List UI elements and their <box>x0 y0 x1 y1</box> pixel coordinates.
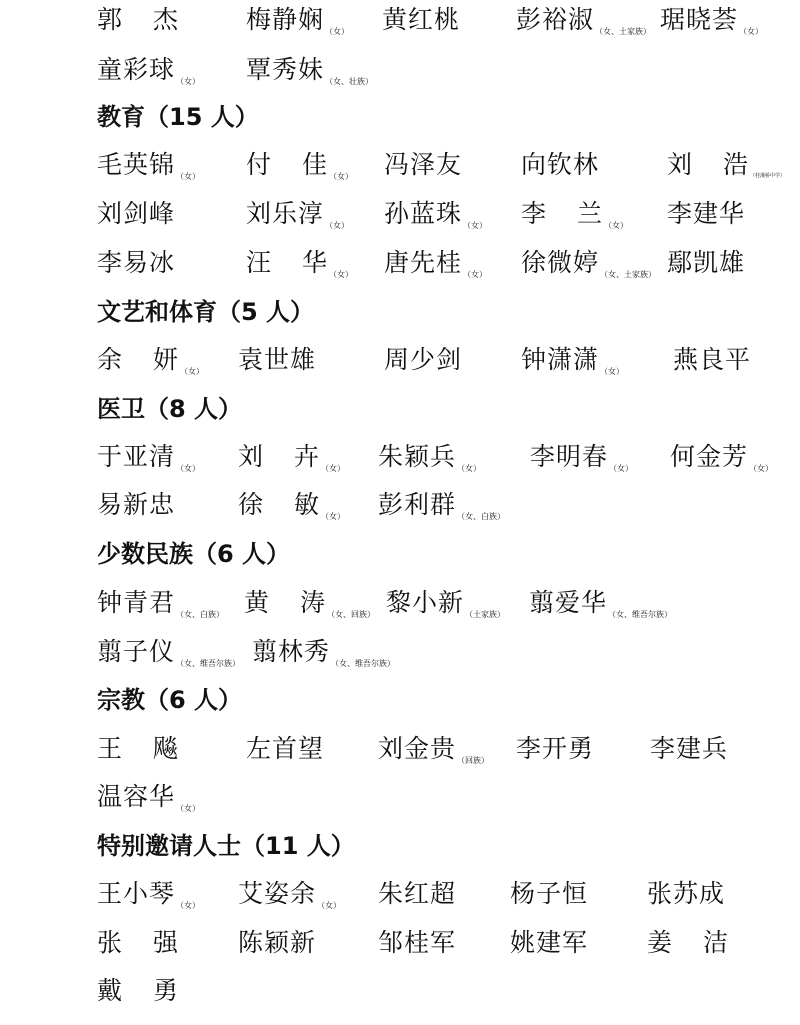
name-text: 覃秀妹 <box>246 55 325 84</box>
name-annotation: （女、土家族） <box>600 270 657 279</box>
section-title: 医卫（8 人） <box>97 395 243 423</box>
name-text: 徐 <box>238 490 265 519</box>
name-text: 张 <box>97 928 124 957</box>
person-name <box>97 442 200 484</box>
section-title: 特别邀请人士（11 人） <box>97 832 355 860</box>
name-text: 敏 <box>294 490 321 519</box>
person-name <box>384 248 487 290</box>
name-annotation: （女、维吾尔族） <box>176 659 241 668</box>
person-name <box>246 248 353 290</box>
name-text: 余 <box>97 345 124 374</box>
name-annotation: （女、土家族） <box>595 27 652 36</box>
name-annotation: （女、白族） <box>176 610 225 619</box>
person-name <box>647 879 725 909</box>
name-annotation: （女） <box>176 901 201 910</box>
name-text: 鄢凯雄 <box>667 248 746 277</box>
name-text: 李建华 <box>667 199 746 228</box>
person-name <box>378 879 456 909</box>
name-text: 李建兵 <box>650 734 729 763</box>
name-text: 杨子恒 <box>510 879 589 908</box>
name-text: 邹桂军 <box>378 928 457 957</box>
person-name <box>660 5 763 47</box>
person-name <box>516 5 651 47</box>
name-text: 毛英锦 <box>97 150 176 179</box>
name-annotation: （女） <box>176 804 201 813</box>
person-name <box>529 588 672 630</box>
name-text: 刘金贵 <box>378 734 457 763</box>
person-name <box>246 199 349 241</box>
name-text: 勇 <box>153 976 180 1005</box>
name-text: 李开勇 <box>516 734 595 763</box>
person-name <box>246 55 373 97</box>
name-text: 孙蓝珠 <box>384 199 463 228</box>
section-title: 教育（15 人） <box>97 103 259 131</box>
person-name <box>650 734 728 764</box>
person-name <box>97 55 200 97</box>
name-text: 刘 <box>238 442 265 471</box>
person-name <box>384 150 462 180</box>
name-text: 张苏成 <box>647 879 726 908</box>
person-name <box>378 928 456 958</box>
name-annotation: （女） <box>600 367 625 376</box>
name-text: 童彩球 <box>97 55 176 84</box>
name-text: 华 <box>302 248 329 277</box>
name-annotation: （女） <box>180 367 205 376</box>
person-name <box>252 637 395 679</box>
name-text: 王 <box>97 734 124 763</box>
name-text: 飚 <box>153 734 180 763</box>
person-name <box>521 199 628 241</box>
name-text: 李明春 <box>530 442 609 471</box>
name-text: 强 <box>153 928 180 957</box>
person-name <box>97 976 179 1006</box>
person-name <box>530 442 633 484</box>
name-text: 黄红桃 <box>382 5 461 34</box>
person-name <box>382 5 460 35</box>
name-annotation: （女、壮族） <box>325 77 374 86</box>
name-text: 朱红超 <box>378 879 457 908</box>
person-name <box>667 199 745 229</box>
name-annotation: （女） <box>739 27 764 36</box>
name-text: 郭 <box>97 5 124 34</box>
person-name <box>97 637 240 679</box>
name-annotation: （女、维吾尔族） <box>608 610 673 619</box>
name-annotation: （女） <box>463 221 488 230</box>
name-annotation: （女） <box>329 270 354 279</box>
name-annotation: （女） <box>604 221 629 230</box>
name-text: 向钦林 <box>521 150 600 179</box>
name-text: 艾姿余 <box>238 879 317 908</box>
person-name <box>246 150 353 192</box>
person-name <box>244 588 375 630</box>
name-annotation: （女） <box>329 172 354 181</box>
person-name <box>521 345 624 387</box>
person-name <box>673 345 751 375</box>
name-text: 妍 <box>153 345 180 374</box>
name-text: 陈颖新 <box>238 928 317 957</box>
name-text: 姜 <box>647 928 674 957</box>
person-name <box>97 928 179 958</box>
person-name <box>238 490 345 532</box>
name-text: 于亚清 <box>97 442 176 471</box>
person-name <box>521 248 656 290</box>
person-name <box>97 199 175 229</box>
section-title: 少数民族（6 人） <box>97 540 291 568</box>
person-name <box>510 928 588 958</box>
name-text: 刘乐淳 <box>246 199 325 228</box>
name-annotation: （女） <box>609 464 634 473</box>
name-annotation: （女、白族） <box>457 512 506 521</box>
person-name <box>238 928 316 958</box>
person-name <box>667 248 745 278</box>
name-text: 杰 <box>153 5 180 34</box>
person-name <box>667 150 785 191</box>
name-annotation: （女） <box>749 464 774 473</box>
name-text: 唐先桂 <box>384 248 463 277</box>
section-title: 文艺和体育（5 人） <box>97 298 315 326</box>
name-annotation: （女） <box>176 172 201 181</box>
person-name <box>670 442 773 484</box>
name-text: 袁世雄 <box>238 345 317 374</box>
name-text: 王小琴 <box>97 879 176 908</box>
person-name <box>97 490 175 520</box>
name-text: 彭利群 <box>378 490 457 519</box>
name-text: 黄 <box>244 588 271 617</box>
name-text: 钟青君 <box>97 588 176 617</box>
person-name <box>246 734 324 764</box>
person-name <box>97 345 204 387</box>
name-text: 冯泽友 <box>384 150 463 179</box>
person-name <box>384 345 462 375</box>
name-text: 刘 <box>667 150 694 179</box>
name-text: 翦林秀 <box>252 637 331 666</box>
name-text: 兰 <box>577 199 604 228</box>
person-name <box>238 345 316 375</box>
person-name <box>97 782 200 824</box>
person-name <box>521 150 599 180</box>
name-annotation: （女） <box>321 512 346 521</box>
name-annotation: （女、维吾尔族） <box>331 659 396 668</box>
section-title: 宗教（6 人） <box>97 686 243 714</box>
person-name <box>516 734 594 764</box>
person-name <box>378 442 481 484</box>
name-text: 姚建军 <box>510 928 589 957</box>
person-name <box>97 150 200 192</box>
person-name <box>97 5 179 35</box>
person-name <box>97 588 224 630</box>
name-text: 易新忠 <box>97 490 176 519</box>
name-annotation: （女） <box>176 464 201 473</box>
name-annotation: （桂溪桥中学） <box>750 173 786 179</box>
name-text: 钟潇潇 <box>521 345 600 374</box>
name-text: 汪 <box>246 248 273 277</box>
name-text: 李易冰 <box>97 248 176 277</box>
person-name <box>97 248 175 278</box>
person-name <box>97 734 179 764</box>
person-name <box>246 5 349 47</box>
name-annotation: （女、回族） <box>327 610 376 619</box>
name-text: 刘剑峰 <box>97 199 176 228</box>
name-annotation: （女） <box>457 464 482 473</box>
name-text: 何金芳 <box>670 442 749 471</box>
name-text: 戴 <box>97 976 124 1005</box>
name-text: 翦爱华 <box>529 588 608 617</box>
person-name <box>384 199 487 241</box>
name-text: 琚晓荟 <box>660 5 739 34</box>
person-name <box>378 490 505 532</box>
person-name <box>386 588 505 630</box>
name-text: 燕良平 <box>673 345 752 374</box>
person-name <box>97 879 200 921</box>
name-annotation: （女） <box>325 27 350 36</box>
name-annotation: （女） <box>176 77 201 86</box>
person-name <box>238 442 345 484</box>
name-annotation: （女） <box>317 901 342 910</box>
name-text: 浩 <box>723 150 750 179</box>
name-text: 付 <box>246 150 273 179</box>
name-text: 卉 <box>294 442 321 471</box>
name-text: 洁 <box>703 928 730 957</box>
name-annotation: （女） <box>325 221 350 230</box>
name-text: 温容华 <box>97 782 176 811</box>
name-annotation: （土家族） <box>465 610 506 619</box>
person-name <box>647 928 729 958</box>
name-text: 佳 <box>302 150 329 179</box>
name-text: 彭裕淑 <box>516 5 595 34</box>
person-name <box>378 734 489 776</box>
name-text: 涛 <box>300 588 327 617</box>
name-annotation: （女） <box>463 270 488 279</box>
name-annotation: （回族） <box>457 756 490 765</box>
name-annotation: （女） <box>321 464 346 473</box>
name-text: 朱颖兵 <box>378 442 457 471</box>
name-text: 黎小新 <box>386 588 465 617</box>
person-name <box>238 879 341 921</box>
name-text: 李 <box>521 199 548 228</box>
person-name <box>510 879 588 909</box>
name-text: 翦子仪 <box>97 637 176 666</box>
name-text: 梅静娴 <box>246 5 325 34</box>
name-text: 周少剑 <box>384 345 463 374</box>
name-text: 徐微婷 <box>521 248 600 277</box>
name-text: 左首望 <box>246 734 325 763</box>
